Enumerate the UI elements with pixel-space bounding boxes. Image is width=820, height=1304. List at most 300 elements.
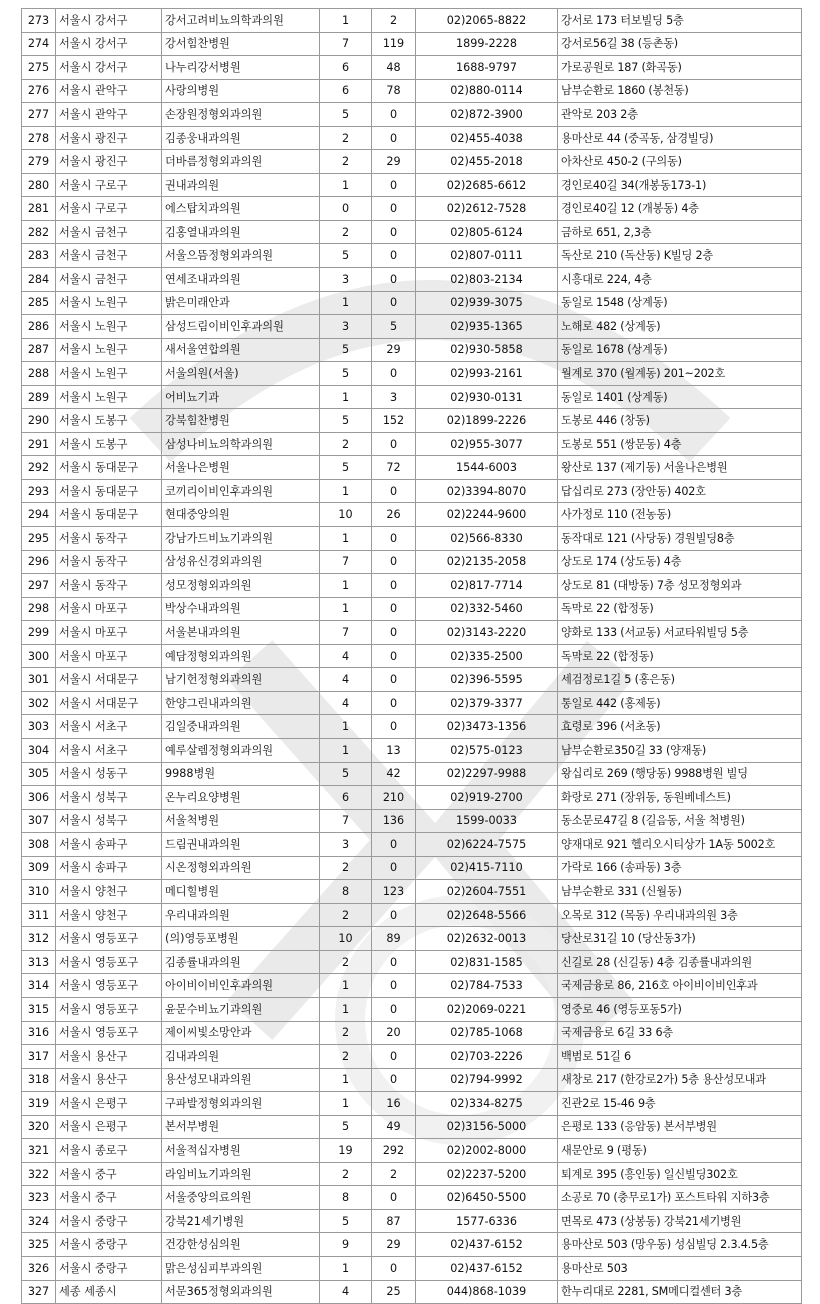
- address-cell: 소공로 70 (충무로1가) 포스트타워 지하3층: [558, 1186, 802, 1210]
- region-cell: 서울시 성북구: [56, 809, 162, 833]
- table-row: [22, 173, 802, 197]
- sub-count-cell: 0: [372, 173, 416, 197]
- sub-count-cell: 123: [372, 880, 416, 904]
- phone-cell: 02)437-6152: [416, 1233, 558, 1257]
- count-cell: 1: [320, 1256, 372, 1280]
- region-cell: 서울시 은평구: [56, 1115, 162, 1139]
- table-row: [22, 880, 802, 904]
- table-row: [22, 197, 802, 221]
- table-row: [22, 668, 802, 692]
- address-cell: 당산로31길 10 (당산동3가): [558, 927, 802, 951]
- phone-cell: 02)566-8330: [416, 527, 558, 551]
- hospital-table-body: [22, 9, 802, 1304]
- hospital-name-cell: 어비뇨기과: [162, 385, 320, 409]
- address-cell: 시흥대로 224, 4층: [558, 268, 802, 292]
- count-cell: 6: [320, 786, 372, 810]
- row-number: 295: [22, 527, 56, 551]
- phone-cell: 02)2135-2058: [416, 550, 558, 574]
- sub-count-cell: 29: [372, 338, 416, 362]
- region-cell: 서울시 노원구: [56, 315, 162, 339]
- region-cell: 서울시 양천구: [56, 880, 162, 904]
- count-cell: 5: [320, 1115, 372, 1139]
- sub-count-cell: 3: [372, 385, 416, 409]
- region-cell: 서울시 송파구: [56, 856, 162, 880]
- hospital-name-cell: 삼성유신경외과의원: [162, 550, 320, 574]
- row-number: 317: [22, 1045, 56, 1069]
- address-cell: 독산로 210 (독산동) K빌딩 2층: [558, 244, 802, 268]
- sub-count-cell: 78: [372, 79, 416, 103]
- row-number: 284: [22, 268, 56, 292]
- region-cell: 서울시 강서구: [56, 9, 162, 33]
- address-cell: 도봉로 551 (쌍문동) 4층: [558, 432, 802, 456]
- row-number: 312: [22, 927, 56, 951]
- address-cell: 동일로 1401 (상계동): [558, 385, 802, 409]
- phone-cell: 02)919-2700: [416, 786, 558, 810]
- region-cell: 서울시 서초구: [56, 715, 162, 739]
- row-number: 325: [22, 1233, 56, 1257]
- row-number: 282: [22, 220, 56, 244]
- table-row: [22, 103, 802, 127]
- count-cell: 2: [320, 432, 372, 456]
- region-cell: 서울시 강서구: [56, 32, 162, 56]
- table-row: [22, 385, 802, 409]
- table-row: [22, 527, 802, 551]
- phone-cell: 02)2002-8000: [416, 1139, 558, 1163]
- hospital-name-cell: 드림권내과의원: [162, 833, 320, 857]
- address-cell: 새창로 217 (한강로2가) 5층 용산성모내과: [558, 1068, 802, 1092]
- region-cell: 서울시 영등포구: [56, 974, 162, 998]
- hospital-name-cell: 삼성나비뇨의학과의원: [162, 432, 320, 456]
- region-cell: 서울시 구로구: [56, 173, 162, 197]
- count-cell: 5: [320, 409, 372, 433]
- region-cell: 서울시 노원구: [56, 291, 162, 315]
- row-number: 321: [22, 1139, 56, 1163]
- row-number: 283: [22, 244, 56, 268]
- count-cell: 6: [320, 79, 372, 103]
- count-cell: 9: [320, 1233, 372, 1257]
- phone-cell: 1899-2228: [416, 32, 558, 56]
- count-cell: 1: [320, 574, 372, 598]
- hospital-name-cell: 서울척병원: [162, 809, 320, 833]
- row-number: 314: [22, 974, 56, 998]
- sub-count-cell: 20: [372, 1021, 416, 1045]
- table-row: [22, 1256, 802, 1280]
- table-row: [22, 220, 802, 244]
- row-number: 318: [22, 1068, 56, 1092]
- sub-count-cell: 0: [372, 1256, 416, 1280]
- row-number: 323: [22, 1186, 56, 1210]
- address-cell: 상도로 81 (대방동) 7층 성모정형외과: [558, 574, 802, 598]
- hospital-name-cell: 남기헌정형외과의원: [162, 668, 320, 692]
- row-number: 311: [22, 903, 56, 927]
- table-row: [22, 1045, 802, 1069]
- hospital-name-cell: 서울적십자병원: [162, 1139, 320, 1163]
- table-row: [22, 1186, 802, 1210]
- count-cell: 3: [320, 315, 372, 339]
- hospital-name-cell: 메디힐병원: [162, 880, 320, 904]
- row-number: 301: [22, 668, 56, 692]
- region-cell: 서울시 동작구: [56, 574, 162, 598]
- address-cell: 아차산로 450-2 (구의동): [558, 150, 802, 174]
- address-cell: 독막로 22 (합정동): [558, 644, 802, 668]
- hospital-name-cell: 더바름정형외과의원: [162, 150, 320, 174]
- count-cell: 1: [320, 597, 372, 621]
- count-cell: 1: [320, 738, 372, 762]
- table-row: [22, 550, 802, 574]
- phone-cell: 02)703-2226: [416, 1045, 558, 1069]
- region-cell: 서울시 종로구: [56, 1139, 162, 1163]
- address-cell: 진관2로 15-46 9층: [558, 1092, 802, 1116]
- hospital-name-cell: 삼성드림이비인후과의원: [162, 315, 320, 339]
- sub-count-cell: 0: [372, 1186, 416, 1210]
- phone-cell: 02)2685-6612: [416, 173, 558, 197]
- region-cell: 서울시 노원구: [56, 362, 162, 386]
- row-number: 274: [22, 32, 56, 56]
- table-row: [22, 1233, 802, 1257]
- region-cell: 서울시 도봉구: [56, 409, 162, 433]
- table-row: [22, 974, 802, 998]
- row-number: 293: [22, 479, 56, 503]
- address-cell: 양재대로 921 헬리오시티상가 1A동 5002호: [558, 833, 802, 857]
- address-cell: 동작대로 121 (사당동) 경원빌딩8층: [558, 527, 802, 551]
- address-cell: 노해로 482 (상계동): [558, 315, 802, 339]
- address-cell: 영중로 46 (영등포동5가): [558, 997, 802, 1021]
- count-cell: 1: [320, 479, 372, 503]
- phone-cell: 02)575-0123: [416, 738, 558, 762]
- address-cell: 용마산로 44 (중곡동, 삼경빌딩): [558, 126, 802, 150]
- count-cell: 7: [320, 32, 372, 56]
- region-cell: 서울시 마포구: [56, 644, 162, 668]
- table-row: [22, 809, 802, 833]
- phone-cell: 02)807-0111: [416, 244, 558, 268]
- region-cell: 서울시 관악구: [56, 103, 162, 127]
- region-cell: 서울시 은평구: [56, 1092, 162, 1116]
- region-cell: 서울시 중랑구: [56, 1233, 162, 1257]
- region-cell: 서울시 중랑구: [56, 1209, 162, 1233]
- address-cell: 경인로40길 12 (개봉동) 4층: [558, 197, 802, 221]
- count-cell: 2: [320, 1021, 372, 1045]
- sub-count-cell: 0: [372, 715, 416, 739]
- phone-cell: 02)334-8275: [416, 1092, 558, 1116]
- count-cell: 5: [320, 103, 372, 127]
- hospital-name-cell: 9988병원: [162, 762, 320, 786]
- row-number: 308: [22, 833, 56, 857]
- sub-count-cell: 0: [372, 1068, 416, 1092]
- table-row: [22, 927, 802, 951]
- sub-count-cell: 152: [372, 409, 416, 433]
- address-cell: 강서로 173 터보빌딩 5층: [558, 9, 802, 33]
- address-cell: 통일로 442 (홍제동): [558, 691, 802, 715]
- count-cell: 1: [320, 527, 372, 551]
- sub-count-cell: 29: [372, 1233, 416, 1257]
- table-row: [22, 597, 802, 621]
- row-number: 315: [22, 997, 56, 1021]
- address-cell: 국제금융로 6길 33 6층: [558, 1021, 802, 1045]
- row-number: 292: [22, 456, 56, 480]
- region-cell: 서울시 강서구: [56, 56, 162, 80]
- sub-count-cell: 0: [372, 833, 416, 857]
- hospital-name-cell: 시온정형외과의원: [162, 856, 320, 880]
- row-number: 298: [22, 597, 56, 621]
- count-cell: 1: [320, 997, 372, 1021]
- phone-cell: 1599-0033: [416, 809, 558, 833]
- region-cell: 서울시 중구: [56, 1162, 162, 1186]
- row-number: 304: [22, 738, 56, 762]
- hospital-name-cell: 강서고려비뇨의학과의원: [162, 9, 320, 33]
- address-cell: 왕산로 137 (제기동) 서울나은병원: [558, 456, 802, 480]
- address-cell: 화랑로 271 (장위동, 동원베네스트): [558, 786, 802, 810]
- phone-cell: 02)784-7533: [416, 974, 558, 998]
- row-number: 320: [22, 1115, 56, 1139]
- count-cell: 5: [320, 338, 372, 362]
- row-number: 327: [22, 1280, 56, 1304]
- phone-cell: 02)817-7714: [416, 574, 558, 598]
- phone-cell: 02)930-5858: [416, 338, 558, 362]
- region-cell: 서울시 마포구: [56, 621, 162, 645]
- phone-cell: 02)3143-2220: [416, 621, 558, 645]
- region-cell: 서울시 중랑구: [56, 1256, 162, 1280]
- phone-cell: 02)3473-1356: [416, 715, 558, 739]
- hospital-name-cell: 온누리요양병원: [162, 786, 320, 810]
- sub-count-cell: 0: [372, 479, 416, 503]
- row-number: 280: [22, 173, 56, 197]
- address-cell: 상도로 174 (상도동) 4층: [558, 550, 802, 574]
- hospital-name-cell: 라임비뇨기과의원: [162, 1162, 320, 1186]
- phone-cell: 02)3394-8070: [416, 479, 558, 503]
- hospital-name-cell: 서울중앙의료의원: [162, 1186, 320, 1210]
- count-cell: 0: [320, 197, 372, 221]
- phone-cell: 02)831-1585: [416, 950, 558, 974]
- phone-cell: 02)2237-5200: [416, 1162, 558, 1186]
- table-row: [22, 150, 802, 174]
- sub-count-cell: 0: [372, 597, 416, 621]
- table-row: [22, 126, 802, 150]
- address-cell: 도봉로 446 (창동): [558, 409, 802, 433]
- hospital-name-cell: 구파발정형외과의원: [162, 1092, 320, 1116]
- count-cell: 5: [320, 362, 372, 386]
- count-cell: 1: [320, 1092, 372, 1116]
- hospital-name-cell: 강서힘찬병원: [162, 32, 320, 56]
- region-cell: 서울시 양천구: [56, 903, 162, 927]
- table-row: [22, 1068, 802, 1092]
- table-row: [22, 997, 802, 1021]
- address-cell: 세검정로1길 5 (홍은동): [558, 668, 802, 692]
- region-cell: 서울시 관악구: [56, 79, 162, 103]
- phone-cell: 02)993-2161: [416, 362, 558, 386]
- region-cell: 서울시 동작구: [56, 550, 162, 574]
- table-row: [22, 503, 802, 527]
- address-cell: 면목로 473 (상봉동) 강북21세기병원: [558, 1209, 802, 1233]
- count-cell: 4: [320, 644, 372, 668]
- row-number: 287: [22, 338, 56, 362]
- region-cell: 서울시 중구: [56, 1186, 162, 1210]
- sub-count-cell: 0: [372, 550, 416, 574]
- phone-cell: 02)335-2500: [416, 644, 558, 668]
- sub-count-cell: 0: [372, 621, 416, 645]
- address-cell: 양화로 133 (서교동) 서교타워빌딩 5층: [558, 621, 802, 645]
- region-cell: 서울시 용산구: [56, 1068, 162, 1092]
- table-row: [22, 291, 802, 315]
- hospital-name-cell: 서울나은병원: [162, 456, 320, 480]
- hospital-name-cell: 밝은미래안과: [162, 291, 320, 315]
- phone-cell: 02)803-2134: [416, 268, 558, 292]
- row-number: 313: [22, 950, 56, 974]
- address-cell: 가락로 166 (송파동) 3층: [558, 856, 802, 880]
- hospital-table: [21, 8, 802, 1304]
- hospital-name-cell: 아이비이비인후과의원: [162, 974, 320, 998]
- table-row: [22, 621, 802, 645]
- row-number: 278: [22, 126, 56, 150]
- hospital-name-cell: 본서부병원: [162, 1115, 320, 1139]
- address-cell: 국제금융로 86, 216호 아이비이비인후과: [558, 974, 802, 998]
- table-row: [22, 244, 802, 268]
- table-row: [22, 1021, 802, 1045]
- region-cell: 서울시 서대문구: [56, 691, 162, 715]
- count-cell: 1: [320, 173, 372, 197]
- sub-count-cell: 0: [372, 997, 416, 1021]
- hospital-name-cell: 서문365정형외과의원: [162, 1280, 320, 1304]
- table-row: [22, 1139, 802, 1163]
- row-number: 326: [22, 1256, 56, 1280]
- region-cell: 서울시 성북구: [56, 786, 162, 810]
- sub-count-cell: 292: [372, 1139, 416, 1163]
- sub-count-cell: 48: [372, 56, 416, 80]
- hospital-name-cell: 현대중앙의원: [162, 503, 320, 527]
- address-cell: 남부순환로 331 (신월동): [558, 880, 802, 904]
- phone-cell: 02)880-0114: [416, 79, 558, 103]
- region-cell: 서울시 서초구: [56, 738, 162, 762]
- phone-cell: 02)930-0131: [416, 385, 558, 409]
- count-cell: 1: [320, 1068, 372, 1092]
- hospital-name-cell: 우리내과의원: [162, 903, 320, 927]
- table-row: [22, 762, 802, 786]
- phone-cell: 02)2632-0013: [416, 927, 558, 951]
- region-cell: 서울시 금천구: [56, 268, 162, 292]
- region-cell: 서울시 영등포구: [56, 997, 162, 1021]
- hospital-name-cell: 한양그린내과의원: [162, 691, 320, 715]
- hospital-name-cell: 강북힘찬병원: [162, 409, 320, 433]
- sub-count-cell: 0: [372, 244, 416, 268]
- count-cell: 5: [320, 244, 372, 268]
- region-cell: 서울시 노원구: [56, 385, 162, 409]
- row-number: 299: [22, 621, 56, 645]
- phone-cell: 02)396-5595: [416, 668, 558, 692]
- count-cell: 2: [320, 150, 372, 174]
- hospital-name-cell: 윤문수비뇨기과의원: [162, 997, 320, 1021]
- region-cell: 서울시 금천구: [56, 244, 162, 268]
- row-number: 286: [22, 315, 56, 339]
- phone-cell: 02)2065-8822: [416, 9, 558, 33]
- sub-count-cell: 26: [372, 503, 416, 527]
- address-cell: 은평로 133 (응암동) 본서부병원: [558, 1115, 802, 1139]
- phone-cell: 1544-6003: [416, 456, 558, 480]
- table-row: [22, 856, 802, 880]
- region-cell: 서울시 금천구: [56, 220, 162, 244]
- hospital-name-cell: 성모정형외과의원: [162, 574, 320, 598]
- table-row: [22, 1209, 802, 1233]
- row-number: 310: [22, 880, 56, 904]
- table-row: [22, 574, 802, 598]
- region-cell: 서울시 동대문구: [56, 479, 162, 503]
- hospital-name-cell: 맑은성심피부과의원: [162, 1256, 320, 1280]
- row-number: 276: [22, 79, 56, 103]
- row-number: 303: [22, 715, 56, 739]
- region-cell: 서울시 영등포구: [56, 927, 162, 951]
- count-cell: 2: [320, 903, 372, 927]
- row-number: 279: [22, 150, 56, 174]
- phone-cell: 02)6450-5500: [416, 1186, 558, 1210]
- hospital-name-cell: 코끼리이비인후과의원: [162, 479, 320, 503]
- table-row: [22, 644, 802, 668]
- region-cell: 서울시 도봉구: [56, 432, 162, 456]
- row-number: 281: [22, 197, 56, 221]
- count-cell: 5: [320, 456, 372, 480]
- table-row: [22, 691, 802, 715]
- hospital-name-cell: 예루살렘정형외과의원: [162, 738, 320, 762]
- sub-count-cell: 0: [372, 291, 416, 315]
- table-row: [22, 1280, 802, 1304]
- address-cell: 신길로 28 (신길동) 4층 김종률내과의원: [558, 950, 802, 974]
- table-row: [22, 268, 802, 292]
- count-cell: 10: [320, 927, 372, 951]
- address-cell: 오목로 312 (목동) 우리내과의원 3층: [558, 903, 802, 927]
- row-number: 324: [22, 1209, 56, 1233]
- sub-count-cell: 0: [372, 903, 416, 927]
- table-row: [22, 338, 802, 362]
- row-number: 316: [22, 1021, 56, 1045]
- table-row: [22, 950, 802, 974]
- sub-count-cell: 0: [372, 950, 416, 974]
- address-cell: 백범로 51길 6: [558, 1045, 802, 1069]
- table-row: [22, 409, 802, 433]
- phone-cell: 1577-6336: [416, 1209, 558, 1233]
- table-row: [22, 903, 802, 927]
- phone-cell: 02)437-6152: [416, 1256, 558, 1280]
- table-row: [22, 715, 802, 739]
- count-cell: 8: [320, 1186, 372, 1210]
- row-number: 294: [22, 503, 56, 527]
- hospital-name-cell: 새서울연합의원: [162, 338, 320, 362]
- hospital-name-cell: 강북21세기병원: [162, 1209, 320, 1233]
- table-row: [22, 32, 802, 56]
- region-cell: 서울시 마포구: [56, 597, 162, 621]
- address-cell: 사가정로 110 (전농동): [558, 503, 802, 527]
- count-cell: 1: [320, 9, 372, 33]
- sub-count-cell: 0: [372, 220, 416, 244]
- phone-cell: 02)794-9992: [416, 1068, 558, 1092]
- address-cell: 왕십리로 269 (행당동) 9988병원 빌딩: [558, 762, 802, 786]
- hospital-name-cell: 예담정형외과의원: [162, 644, 320, 668]
- count-cell: 4: [320, 1280, 372, 1304]
- row-number: 300: [22, 644, 56, 668]
- count-cell: 2: [320, 220, 372, 244]
- table-row: [22, 1162, 802, 1186]
- hospital-name-cell: 김종률내과의원: [162, 950, 320, 974]
- count-cell: 1: [320, 385, 372, 409]
- hospital-name-cell: 손장원정형외과의원: [162, 103, 320, 127]
- count-cell: 3: [320, 833, 372, 857]
- sub-count-cell: 0: [372, 1045, 416, 1069]
- region-cell: 서울시 구로구: [56, 197, 162, 221]
- address-cell: 월계로 370 (월계동) 201~202호: [558, 362, 802, 386]
- address-cell: 가로공원로 187 (화곡동): [558, 56, 802, 80]
- count-cell: 1: [320, 291, 372, 315]
- row-number: 319: [22, 1092, 56, 1116]
- sub-count-cell: 2: [372, 1162, 416, 1186]
- count-cell: 1: [320, 715, 372, 739]
- count-cell: 19: [320, 1139, 372, 1163]
- row-number: 288: [22, 362, 56, 386]
